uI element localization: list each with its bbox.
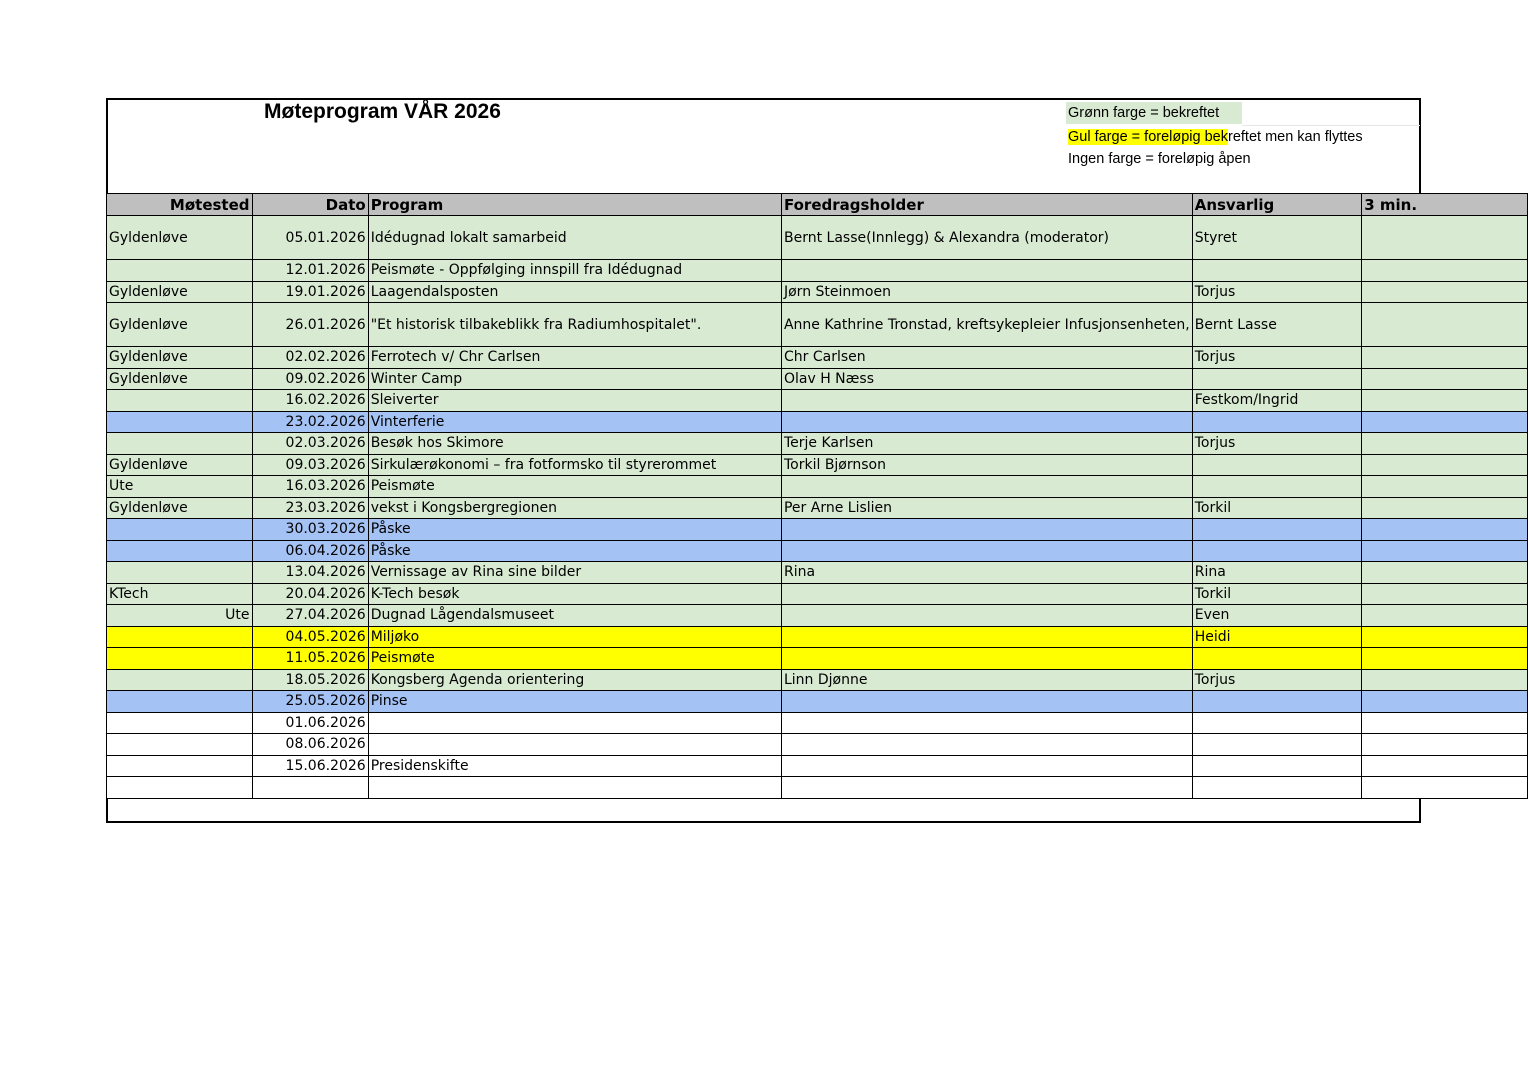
cell-3min <box>1362 281 1528 303</box>
cell-ansvarlig <box>1192 519 1362 541</box>
cell-3min <box>1362 755 1528 777</box>
table-row <box>107 390 1528 412</box>
cell-program: Påske <box>368 519 781 541</box>
table-row <box>107 540 1528 562</box>
cell-motested: Ute <box>107 605 253 627</box>
cell-program: K-Tech besøk <box>368 583 781 605</box>
cell-program: Sleiverter <box>368 390 781 412</box>
table-row <box>107 712 1528 734</box>
cell-dato: 11.05.2026 <box>252 648 368 670</box>
cell-foredragsholder: Terje Karlsen <box>781 433 1192 455</box>
cell-dato: 09.03.2026 <box>252 454 368 476</box>
cell-program: Peismøte <box>368 648 781 670</box>
cell-foredragsholder: Bernt Lasse(Innlegg) & Alexandra (moderator) <box>781 216 1192 260</box>
cell-dato: 23.02.2026 <box>252 411 368 433</box>
cell-ansvarlig: Styret <box>1192 216 1362 260</box>
table-row <box>107 303 1528 347</box>
cell-foredragsholder <box>781 519 1192 541</box>
cell-motested <box>107 519 253 541</box>
cell-dato: 26.01.2026 <box>252 303 368 347</box>
cell-motested: Gyldenløve <box>107 303 253 347</box>
cell-dato: 19.01.2026 <box>252 281 368 303</box>
cell-ansvarlig <box>1192 691 1362 713</box>
cell-3min <box>1362 734 1528 756</box>
cell-foredragsholder: Rina <box>781 562 1192 584</box>
cell-ansvarlig: Torjus <box>1192 281 1362 303</box>
cell-motested <box>107 260 253 282</box>
cell-motested <box>107 540 253 562</box>
table-row <box>107 260 1528 282</box>
cell-motested: Gyldenløve <box>107 216 253 260</box>
cell-program: Peismøte <box>368 476 781 498</box>
cell-dato: 09.02.2026 <box>252 368 368 390</box>
cell-ansvarlig: Torkil <box>1192 497 1362 519</box>
cell-3min <box>1362 347 1528 369</box>
cell-ansvarlig <box>1192 260 1362 282</box>
table-row <box>107 562 1528 584</box>
page-title: Møteprogram VÅR 2026 <box>264 100 501 123</box>
cell-ansvarlig <box>1192 540 1362 562</box>
cell-motested <box>107 734 253 756</box>
cell-program: Påske <box>368 540 781 562</box>
cell-foredragsholder <box>781 540 1192 562</box>
cell-dato: 16.03.2026 <box>252 476 368 498</box>
table-row <box>107 626 1528 648</box>
cell-program: Ferrotech v/ Chr Carlsen <box>368 347 781 369</box>
cell-dato: 08.06.2026 <box>252 734 368 756</box>
cell-motested <box>107 626 253 648</box>
cell-motested <box>107 777 253 799</box>
cell-dato: 23.03.2026 <box>252 497 368 519</box>
cell-program: Vinterferie <box>368 411 781 433</box>
cell-program: Peismøte - Oppfølging innspill fra Idédugnad <box>368 260 781 282</box>
cell-ansvarlig: Bernt Lasse <box>1192 303 1362 347</box>
cell-dato: 18.05.2026 <box>252 669 368 691</box>
cell-dato <box>252 777 368 799</box>
cell-ansvarlig <box>1192 648 1362 670</box>
cell-foredragsholder <box>781 755 1192 777</box>
cell-foredragsholder <box>781 583 1192 605</box>
cell-foredragsholder: Olav H Næss <box>781 368 1192 390</box>
cell-3min <box>1362 433 1528 455</box>
cell-3min <box>1362 605 1528 627</box>
cell-3min <box>1362 476 1528 498</box>
cell-3min <box>1362 303 1528 347</box>
cell-dato: 15.06.2026 <box>252 755 368 777</box>
header-3min: 3 min. <box>1362 194 1528 216</box>
cell-program: "Et historisk tilbakeblikk fra Radiumhospitalet". <box>368 303 781 347</box>
table-row <box>107 583 1528 605</box>
cell-dato: 13.04.2026 <box>252 562 368 584</box>
cell-3min <box>1362 777 1528 799</box>
cell-3min <box>1362 562 1528 584</box>
cell-motested <box>107 390 253 412</box>
cell-foredragsholder <box>781 390 1192 412</box>
cell-motested <box>107 691 253 713</box>
cell-dato: 20.04.2026 <box>252 583 368 605</box>
cell-program <box>368 734 781 756</box>
cell-program: Besøk hos Skimore <box>368 433 781 455</box>
cell-program: Vernissage av Rina sine bilder <box>368 562 781 584</box>
cell-foredragsholder <box>781 411 1192 433</box>
cell-dato: 12.01.2026 <box>252 260 368 282</box>
legend-yellow <box>1066 126 1363 148</box>
table-row <box>107 755 1528 777</box>
cell-motested: Gyldenløve <box>107 497 253 519</box>
cell-foredragsholder: Anne Kathrine Tronstad, kreftsykepleier Infusjonsenheten, <box>781 303 1192 347</box>
cell-3min <box>1362 368 1528 390</box>
schedule-table <box>106 193 1528 799</box>
cell-3min <box>1362 260 1528 282</box>
cell-motested <box>107 712 253 734</box>
table-row <box>107 605 1528 627</box>
cell-foredragsholder: Jørn Steinmoen <box>781 281 1192 303</box>
cell-ansvarlig <box>1192 712 1362 734</box>
cell-program: Laagendalsposten <box>368 281 781 303</box>
table-header-row <box>107 194 1528 216</box>
cell-3min <box>1362 411 1528 433</box>
cell-foredragsholder <box>781 648 1192 670</box>
legend-green: Grønn farge = bekreftet <box>1066 102 1242 124</box>
cell-ansvarlig: Even <box>1192 605 1362 627</box>
table-row <box>107 519 1528 541</box>
table-row <box>107 454 1528 476</box>
cell-ansvarlig: Torjus <box>1192 347 1362 369</box>
cell-foredragsholder <box>781 712 1192 734</box>
cell-3min <box>1362 540 1528 562</box>
cell-motested <box>107 648 253 670</box>
table-row <box>107 281 1528 303</box>
cell-dato: 27.04.2026 <box>252 605 368 627</box>
cell-ansvarlig <box>1192 755 1362 777</box>
table-row <box>107 497 1528 519</box>
cell-3min <box>1362 497 1528 519</box>
cell-foredragsholder <box>781 260 1192 282</box>
cell-motested: Gyldenløve <box>107 347 253 369</box>
cell-program: Sirkulærøkonomi – fra fotformsko til styrerommet <box>368 454 781 476</box>
cell-program: Kongsberg Agenda orientering <box>368 669 781 691</box>
header-motested: Møtested <box>107 194 253 216</box>
cell-ansvarlig: Torjus <box>1192 669 1362 691</box>
cell-ansvarlig: Torjus <box>1192 433 1362 455</box>
cell-3min <box>1362 216 1528 260</box>
cell-dato: 01.06.2026 <box>252 712 368 734</box>
cell-dato: 02.02.2026 <box>252 347 368 369</box>
cell-foredragsholder <box>781 476 1192 498</box>
cell-program: Miljøko <box>368 626 781 648</box>
cell-ansvarlig: Heidi <box>1192 626 1362 648</box>
cell-3min <box>1362 669 1528 691</box>
cell-motested <box>107 562 253 584</box>
cell-motested: Gyldenløve <box>107 368 253 390</box>
header-program: Program <box>368 194 781 216</box>
cell-motested: Gyldenløve <box>107 281 253 303</box>
cell-motested <box>107 755 253 777</box>
cell-3min <box>1362 390 1528 412</box>
legend-none: Ingen farge = foreløpig åpen <box>1068 151 1251 167</box>
cell-ansvarlig: Rina <box>1192 562 1362 584</box>
cell-3min <box>1362 691 1528 713</box>
cell-dato: 06.04.2026 <box>252 540 368 562</box>
cell-3min <box>1362 454 1528 476</box>
cell-3min <box>1362 712 1528 734</box>
cell-program: Pinse <box>368 691 781 713</box>
cell-foredragsholder <box>781 691 1192 713</box>
cell-motested: Gyldenløve <box>107 454 253 476</box>
cell-dato: 25.05.2026 <box>252 691 368 713</box>
cell-3min <box>1362 583 1528 605</box>
cell-motested <box>107 433 253 455</box>
cell-3min <box>1362 626 1528 648</box>
table-row <box>107 347 1528 369</box>
cell-ansvarlig <box>1192 777 1362 799</box>
cell-dato: 16.02.2026 <box>252 390 368 412</box>
header-foredragsholder: Foredragsholder <box>781 194 1192 216</box>
cell-foredragsholder <box>781 777 1192 799</box>
cell-ansvarlig <box>1192 368 1362 390</box>
header-dato: Dato <box>252 194 368 216</box>
cell-motested: KTech <box>107 583 253 605</box>
cell-dato: 02.03.2026 <box>252 433 368 455</box>
legend-yellow-rest: reftet men kan flyttes <box>1228 129 1363 145</box>
table-row <box>107 433 1528 455</box>
cell-ansvarlig: Torkil <box>1192 583 1362 605</box>
cell-program <box>368 777 781 799</box>
cell-foredragsholder <box>781 734 1192 756</box>
cell-ansvarlig <box>1192 734 1362 756</box>
table-row <box>107 669 1528 691</box>
cell-foredragsholder: Chr Carlsen <box>781 347 1192 369</box>
header-ansvarlig: Ansvarlig <box>1192 194 1362 216</box>
table-row <box>107 691 1528 713</box>
cell-motested <box>107 411 253 433</box>
cell-motested: Ute <box>107 476 253 498</box>
cell-program: vekst i Kongsbergregionen <box>368 497 781 519</box>
cell-program: Idédugnad lokalt samarbeid <box>368 216 781 260</box>
cell-3min <box>1362 648 1528 670</box>
cell-3min <box>1362 519 1528 541</box>
cell-program: Presidenskifte <box>368 755 781 777</box>
cell-dato: 30.03.2026 <box>252 519 368 541</box>
cell-dato: 04.05.2026 <box>252 626 368 648</box>
cell-foredragsholder: Per Arne Lislien <box>781 497 1192 519</box>
cell-program <box>368 712 781 734</box>
cell-ansvarlig: Festkom/Ingrid <box>1192 390 1362 412</box>
cell-foredragsholder: Torkil Bjørnson <box>781 454 1192 476</box>
cell-program: Winter Camp <box>368 368 781 390</box>
cell-ansvarlig <box>1192 411 1362 433</box>
table-row <box>107 368 1528 390</box>
table-row <box>107 648 1528 670</box>
legend-yellow-highlight: Gul farge = foreløpig bek <box>1068 129 1228 145</box>
table-row <box>107 734 1528 756</box>
cell-ansvarlig <box>1192 454 1362 476</box>
cell-program: Dugnad Lågendalsmuseet <box>368 605 781 627</box>
cell-ansvarlig <box>1192 476 1362 498</box>
table-row <box>107 216 1528 260</box>
table-row <box>107 411 1528 433</box>
cell-dato: 05.01.2026 <box>252 216 368 260</box>
cell-foredragsholder <box>781 605 1192 627</box>
cell-foredragsholder: Linn Djønne <box>781 669 1192 691</box>
cell-motested <box>107 669 253 691</box>
table-row <box>107 476 1528 498</box>
table-row <box>107 777 1528 799</box>
cell-foredragsholder <box>781 626 1192 648</box>
